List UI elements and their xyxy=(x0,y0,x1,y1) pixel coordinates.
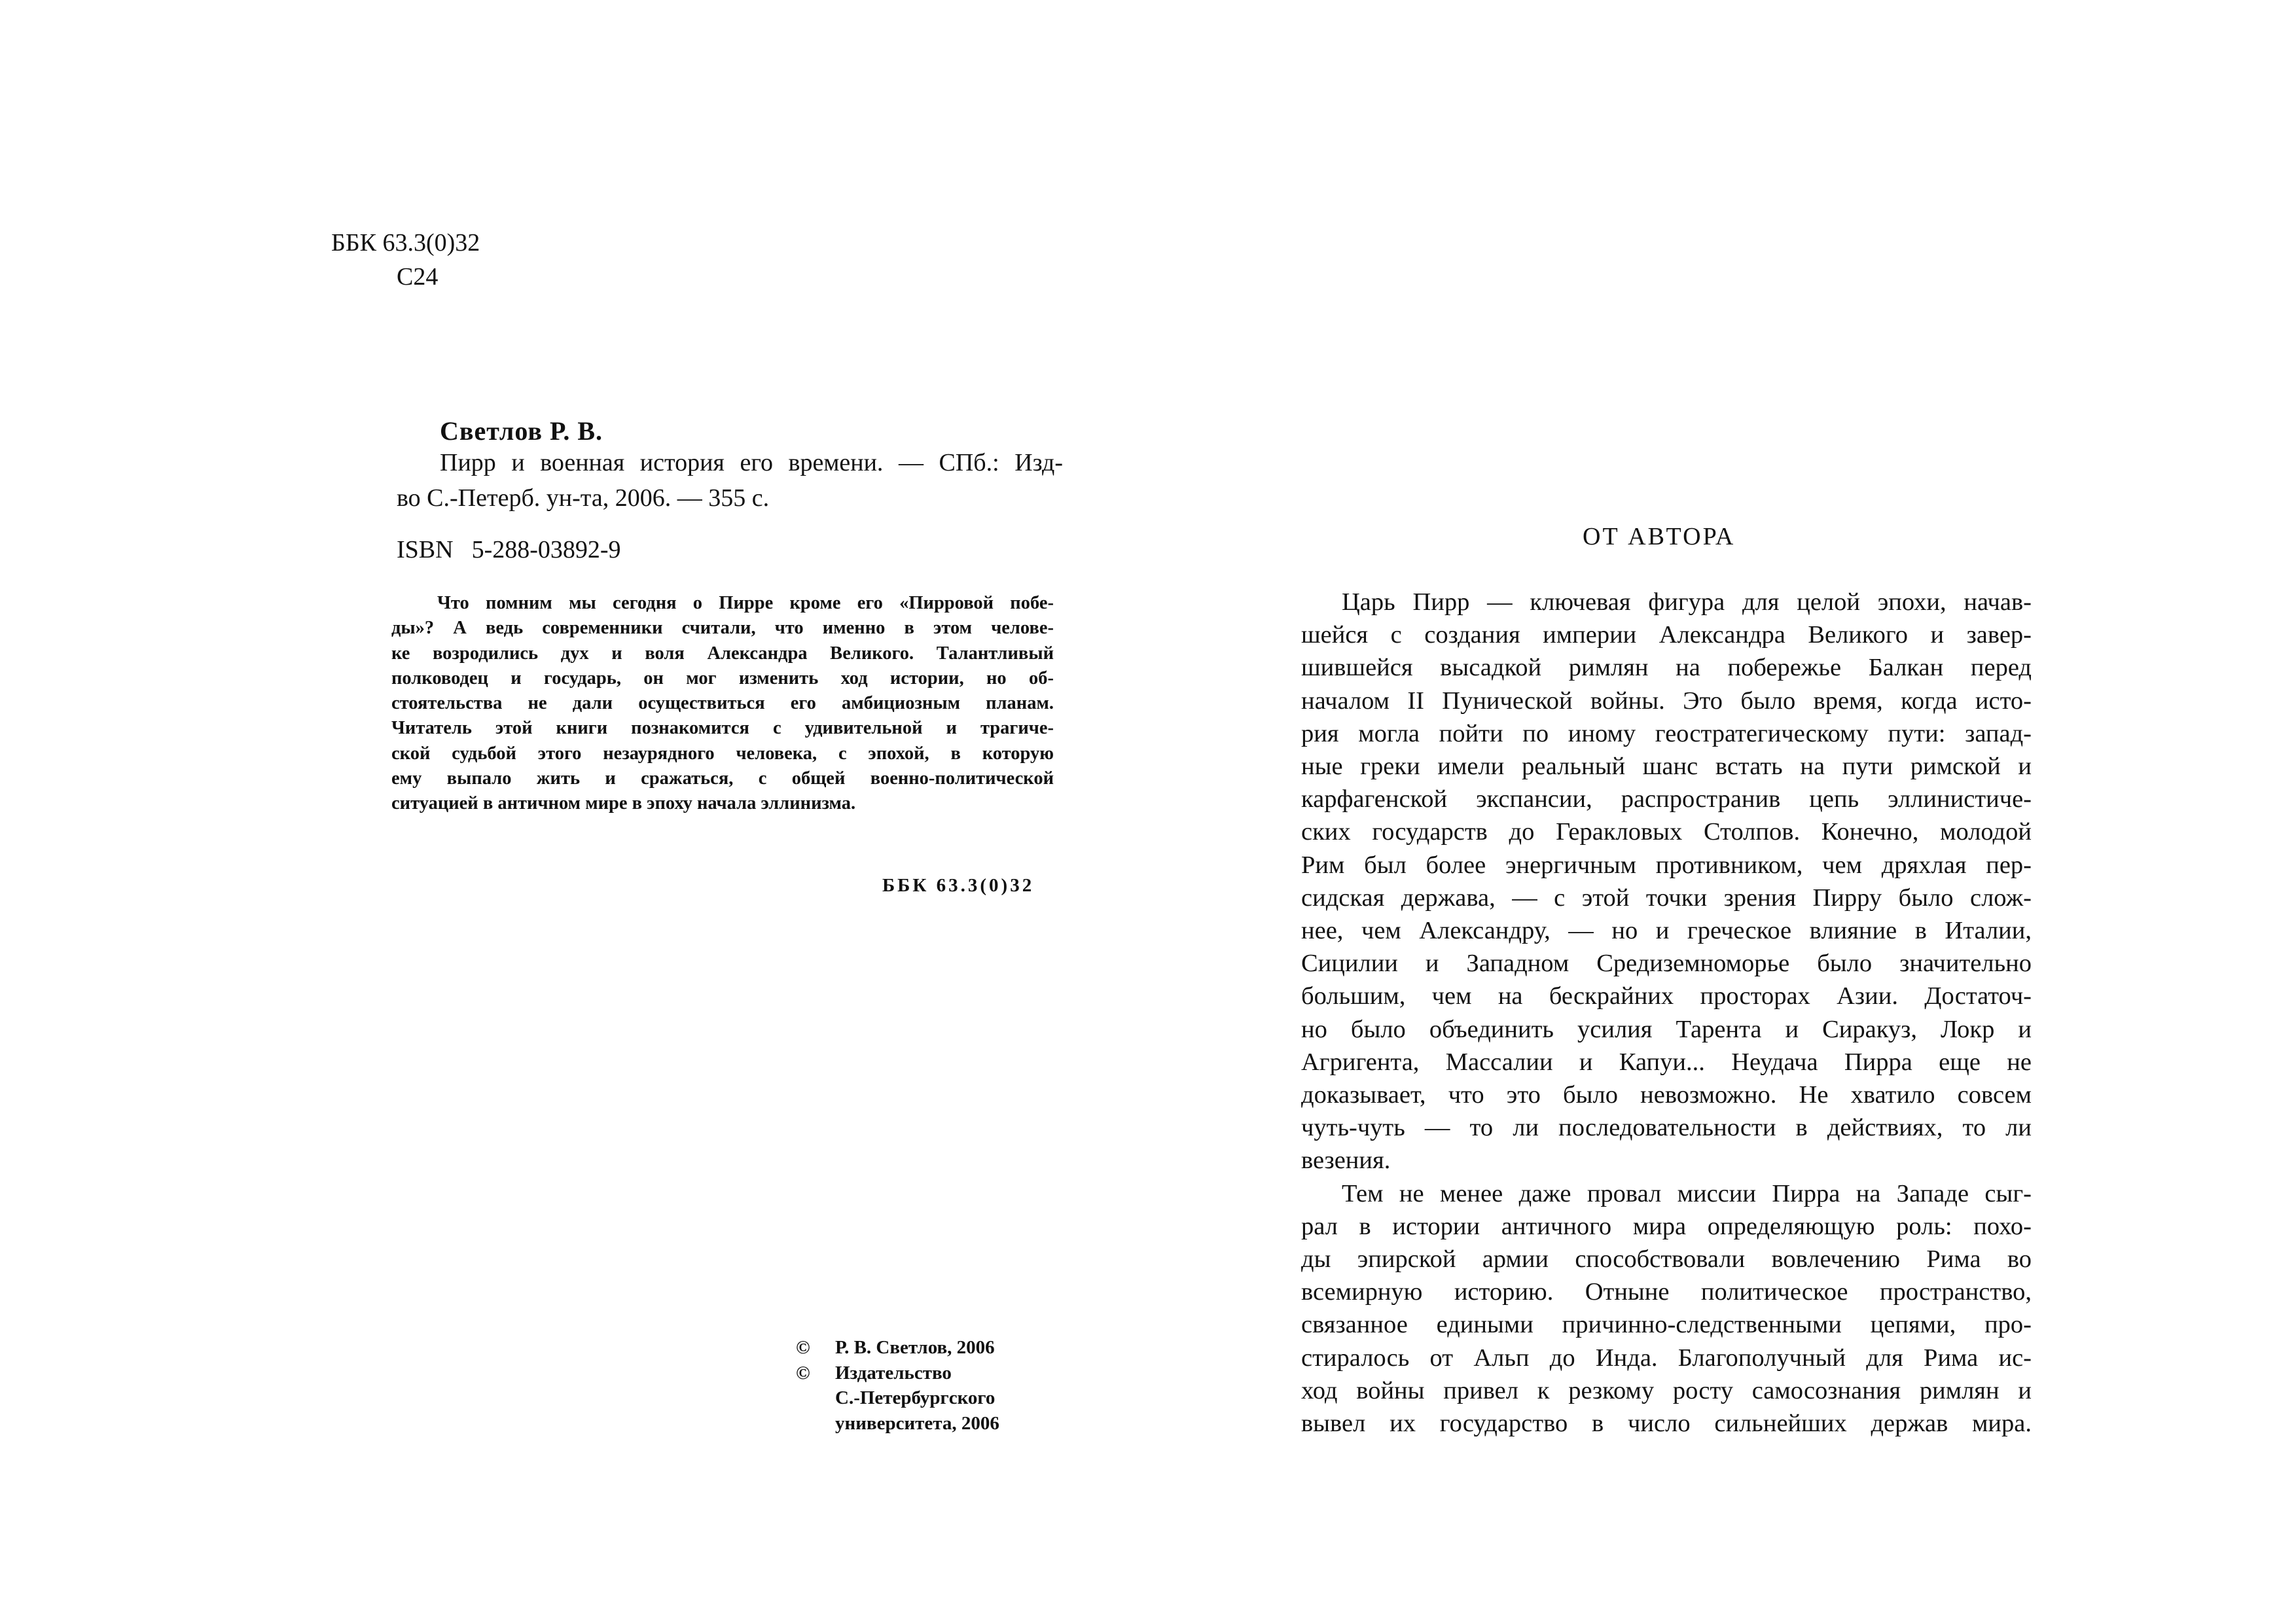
paragraph-line: шившейся высадкой римлян на побережье Балкан перед xyxy=(1301,654,2032,682)
bbk-code-bottom: ББК 63.3(0)32 xyxy=(882,875,1035,896)
copyright-publisher: университета, 2006 xyxy=(835,1412,999,1434)
annotation xyxy=(391,591,1054,817)
paragraph-line: большим, чем на бескрайних просторах Азии. Достаточ- xyxy=(1301,982,2032,1010)
paragraph-line: но было объединить усилия Тарента и Сиракуз, Локр и xyxy=(1301,1015,2032,1043)
copyright-publisher: С.-Петербургского xyxy=(835,1387,996,1408)
isbn-value: 5-288-03892-9 xyxy=(471,536,621,563)
copyright-block xyxy=(796,1335,999,1436)
paragraph-line: ные греки имели реальный шанс встать на пути римской и xyxy=(1301,753,2032,781)
paragraph-line: рия могла пойти по иному геостратегическому пути: запад- xyxy=(1301,719,2032,747)
annotation-line: ской судьбой этого незаурядного человека, с эпохой, в которую xyxy=(391,743,1054,764)
paragraph-line: доказывает, что это было невозможно. Не хватило совсем xyxy=(1301,1081,2032,1109)
annotation-line: ды»? А ведь современники считали, что именно в этом челове- xyxy=(391,618,1054,639)
paragraph-line: ход войны привел к резкому росту самосознания римлян и xyxy=(1301,1376,2032,1404)
paragraph-line: ских государств до Геракловых Столпов. Конечно, молодой xyxy=(1301,818,2032,846)
paragraph-line: ды эпирской армии способствовали вовлечению Рима во xyxy=(1301,1245,2032,1274)
annotation-line: Что помним мы сегодня о Пирре кроме его «Пирровой побе- xyxy=(437,593,1054,613)
copyright-icon: © xyxy=(796,1362,810,1383)
copyright-publisher: Издательство xyxy=(835,1362,952,1383)
paragraph-line: нее, чем Александру, — но и греческое влияние в Италии, xyxy=(1301,917,2032,945)
annotation-line: ему выпало жить и сражаться, с общей военно-политической xyxy=(391,768,1054,789)
paragraph-line: карфагенской экспансии, распространив цепь эллинистиче- xyxy=(1301,785,2032,813)
paragraph-line: всемирную историю. Отныне политическое пространство, xyxy=(1301,1278,2032,1306)
isbn xyxy=(397,535,639,564)
paragraph-line: началом II Пунической войны. Это было время, когда исто- xyxy=(1301,687,2032,715)
bbk-code: ББК 63.3(0)32 xyxy=(331,229,480,257)
paragraph-line: рал в истории античного мира определяющую роль: похо- xyxy=(1301,1212,2032,1240)
annotation-line: ситуацией в античном мире в эпоху начала эллинизма. xyxy=(391,793,856,814)
isbn-label: ISBN xyxy=(397,536,454,563)
bibliographic-line: во С.-Петерб. ун-та, 2006. — 355 с. xyxy=(397,484,770,512)
paragraph-line: вывел их государство в число сильнейших держав мира. xyxy=(1301,1410,2032,1438)
copyright-author: Р. В. Светлов, 2006 xyxy=(835,1337,995,1358)
paragraph-line: шейся с создания империи Александра Великого и завер- xyxy=(1301,621,2032,649)
author-sign: С24 xyxy=(397,263,439,291)
section-heading: ОТ АВТОРА xyxy=(1583,523,1736,550)
copyright-icon: © xyxy=(796,1337,810,1358)
paragraph-line: сидская держава, — с этой точки зрения Пирру было слож- xyxy=(1301,883,2032,912)
paragraph-line: Сицилии и Западном Средиземноморье было значительно xyxy=(1301,950,2032,978)
bbk-classification xyxy=(331,226,480,294)
paragraph-line: Царь Пирр — ключевая фигура для целой эпохи, начав- xyxy=(1342,588,2032,616)
annotation-line: стоятельства не дали осуществиться его амбициозным планам. xyxy=(391,693,1054,714)
annotation-line: полководец и государь, он мог изменить ход истории, но об- xyxy=(391,668,1054,688)
paragraph-line: везения. xyxy=(1301,1147,1391,1175)
bibliographic-line: Пирр и военная история его времени. — СПб.: Изд- xyxy=(440,449,1063,476)
paragraph-line: Агригента, Массалии и Капуи... Неудача Пирра еще не xyxy=(1301,1048,2032,1076)
paragraph-line: Рим был более энергичным противником, чем дряхлая пер- xyxy=(1301,851,2032,879)
annotation-line: Читатель этой книги познакомится с удивительной и трагиче- xyxy=(391,718,1054,739)
bibliographic-description xyxy=(397,445,1063,516)
paragraph-line: Тем не менее даже провал миссии Пирра на Западе сыг- xyxy=(1342,1179,2032,1207)
author-name: Светлов Р. В. xyxy=(440,416,603,446)
paragraph-line: стиралось от Альп до Инда. Благополучный для Рима ис- xyxy=(1301,1344,2032,1372)
preface-text xyxy=(1301,586,2032,1440)
paragraph-line: чуть-чуть — то ли последовательности в действиях, то ли xyxy=(1301,1114,2032,1142)
annotation-line: ке возродились дух и воля Александра Великого. Талантливый xyxy=(391,643,1054,664)
paragraph-line: связанное едиными причинно-следственными цепями, про- xyxy=(1301,1311,2032,1339)
